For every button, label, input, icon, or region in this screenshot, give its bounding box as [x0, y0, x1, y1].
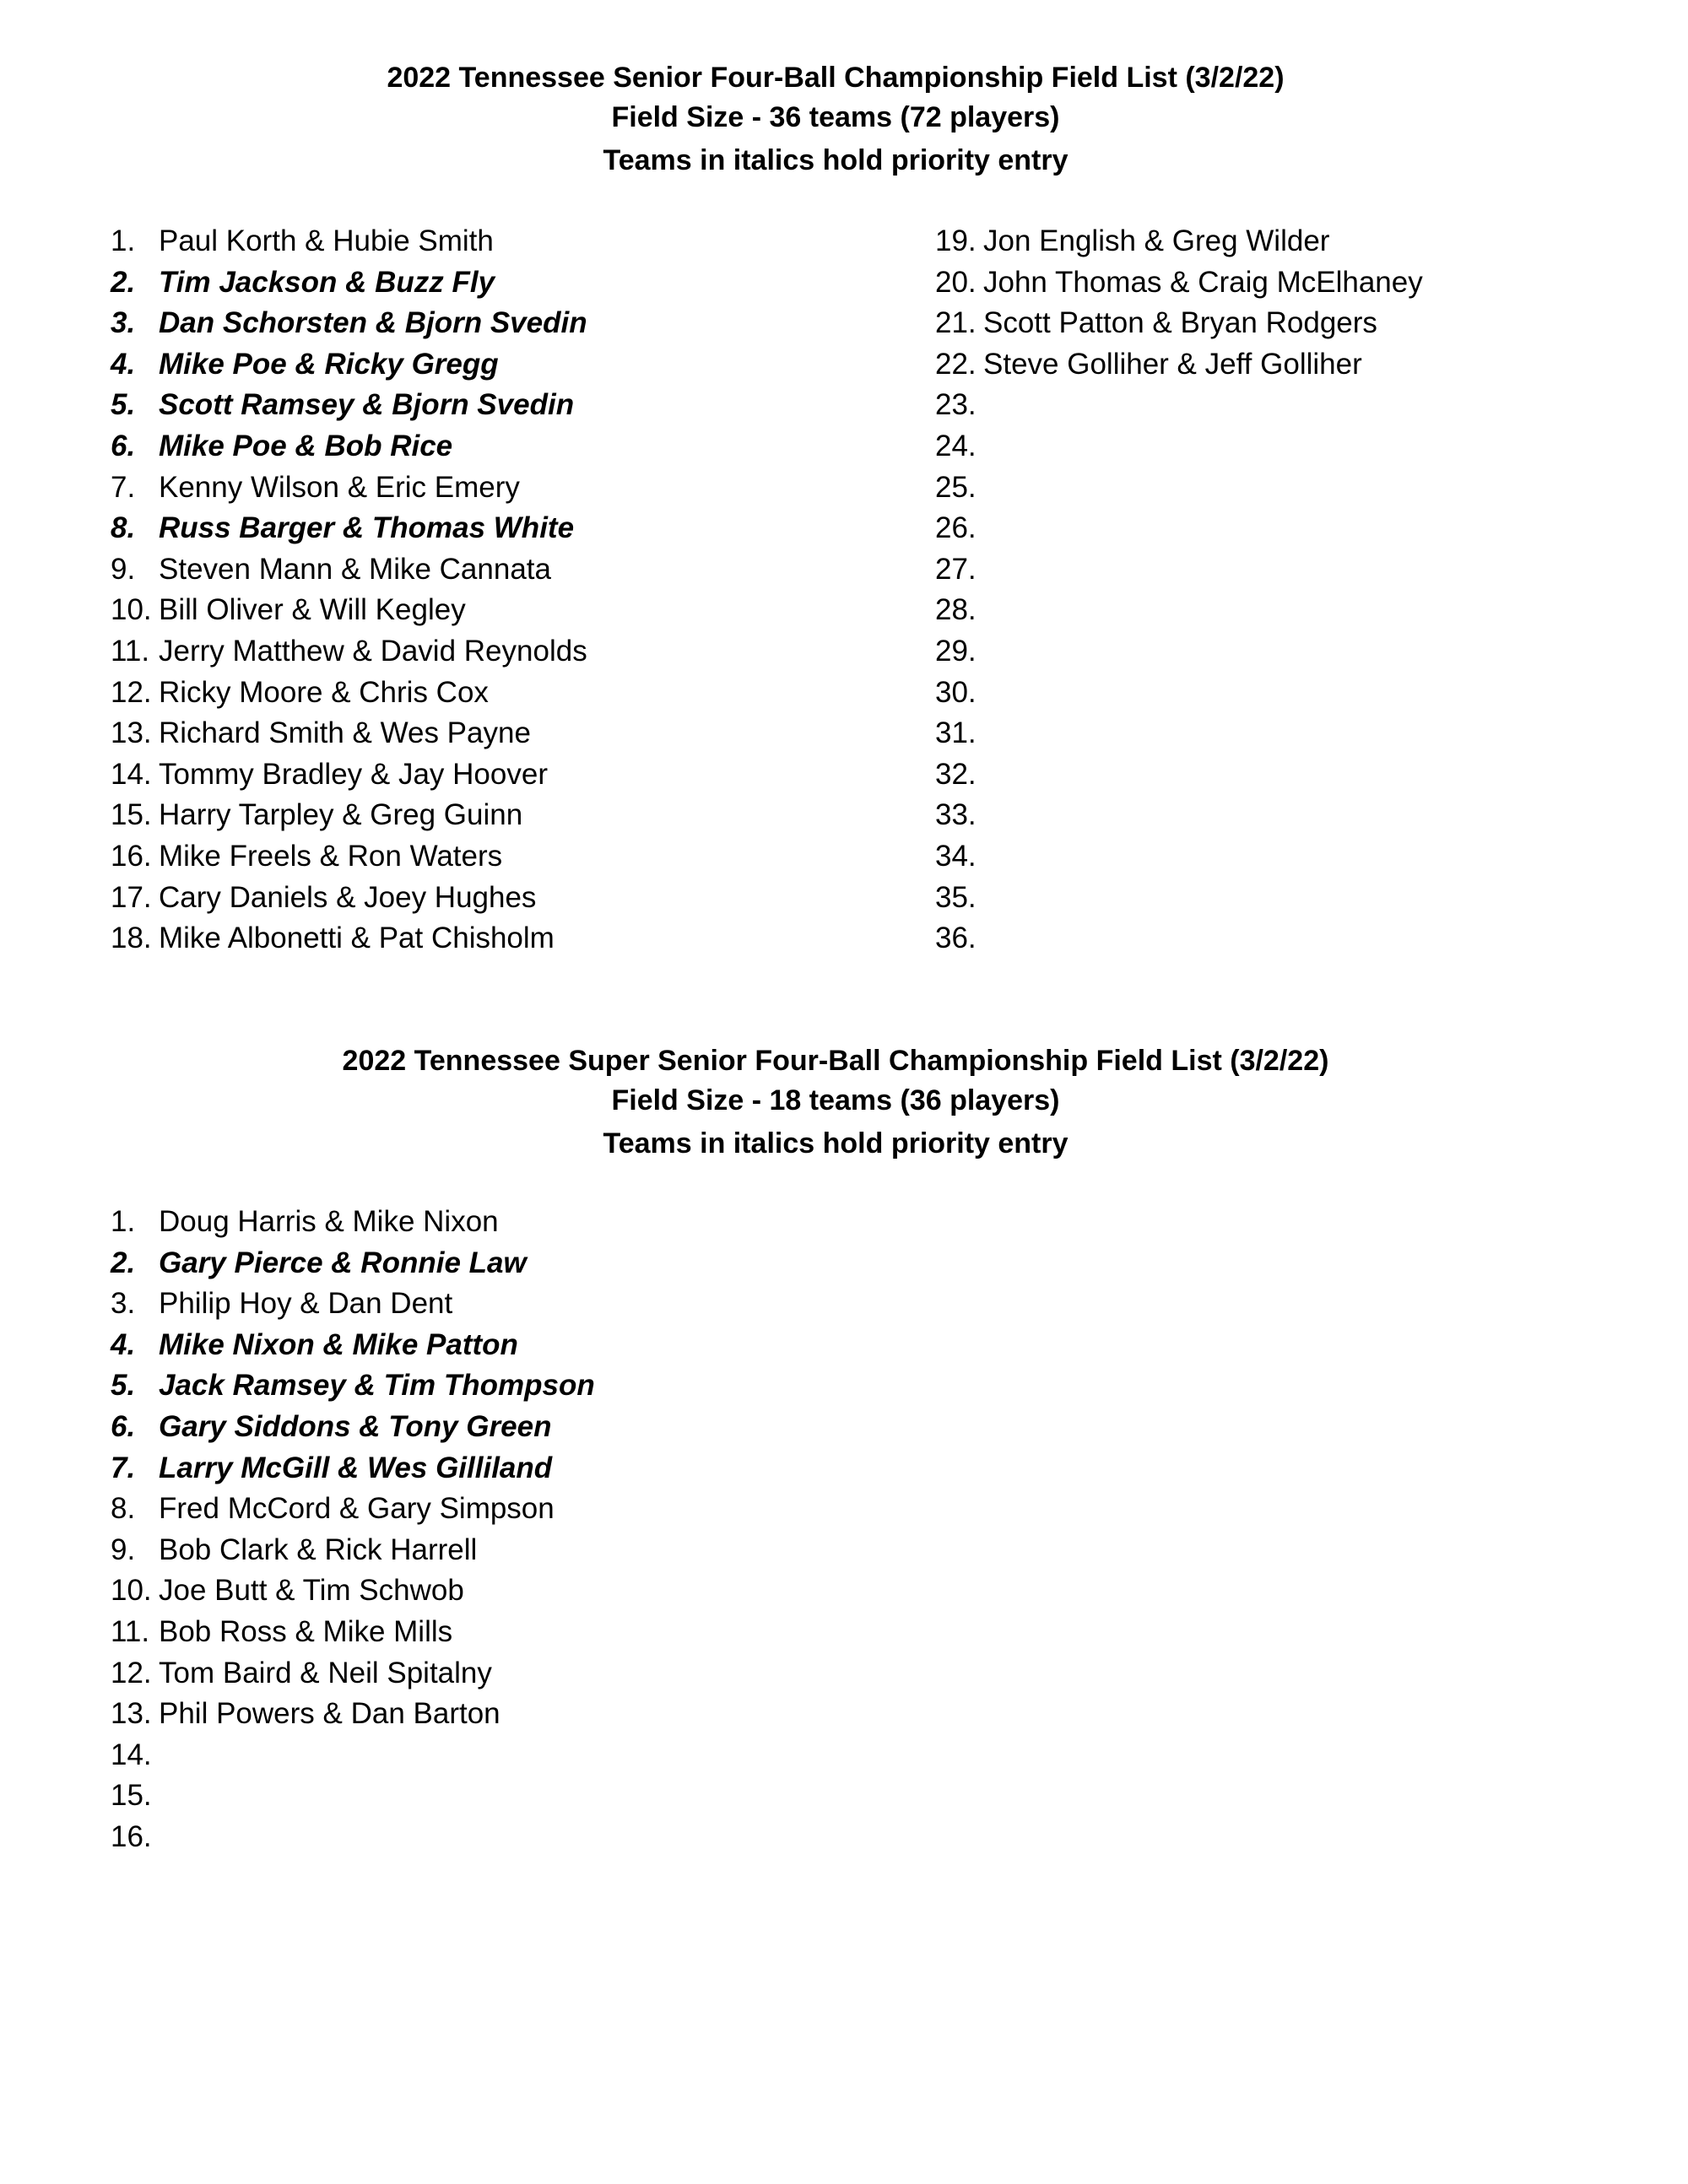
team-number: 27.: [935, 552, 977, 586]
team-names: Jerry Matthew & David Reynolds: [159, 634, 587, 668]
team-names: Scott Ramsey & Bjorn Svedin: [159, 388, 575, 422]
team-number: 36.: [935, 922, 977, 955]
team-names: Philip Hoy & Dan Dent: [159, 1287, 453, 1321]
team-number: 5.: [111, 1369, 136, 1403]
team-number: 8.: [111, 1492, 136, 1526]
team-names: Phil Powers & Dan Barton: [159, 1697, 500, 1731]
team-names: Tim Jackson & Buzz Fly: [159, 265, 495, 299]
team-number: 15.: [111, 798, 152, 832]
team-number: 25.: [935, 470, 977, 504]
team-names: Mike Poe & Ricky Gregg: [159, 347, 499, 381]
team-number: 16.: [111, 1819, 152, 1853]
team-number: 7.: [111, 1451, 136, 1484]
team-names: John Thomas & Craig McElhaney: [983, 265, 1423, 299]
team-number: 24.: [935, 429, 977, 462]
team-number: 3.: [111, 1287, 136, 1321]
team-number: 32.: [935, 757, 977, 791]
team-number: 11.: [111, 634, 150, 668]
team-number: 13.: [111, 1697, 152, 1731]
team-number: 33.: [935, 798, 977, 832]
team-number: 30.: [935, 675, 977, 709]
team-number: 22.: [935, 347, 977, 381]
team-names: Harry Tarpley & Greg Guinn: [159, 798, 523, 832]
team-number: 14.: [111, 757, 152, 791]
team-names: Bill Oliver & Will Kegley: [159, 593, 466, 627]
team-number: 19.: [935, 224, 977, 257]
team-names: Richard Smith & Wes Payne: [159, 716, 531, 750]
priority-note: Teams in italics hold priority entry: [603, 1127, 1069, 1160]
priority-note: Teams in italics hold priority entry: [603, 144, 1069, 176]
team-number: 9.: [111, 1533, 136, 1566]
section-title: 2022 Tennessee Super Senior Four-Ball Championship Field List (3/2/22): [342, 1045, 1329, 1077]
team-number: 11.: [111, 1614, 150, 1648]
team-number: 4.: [111, 1327, 136, 1361]
team-number: 26.: [935, 511, 977, 545]
team-number: 2.: [111, 1246, 136, 1279]
team-names: Tommy Bradley & Jay Hoover: [159, 757, 548, 791]
team-number: 9.: [111, 552, 136, 586]
team-names: Mike Nixon & Mike Patton: [159, 1327, 518, 1361]
team-number: 1.: [111, 1205, 136, 1238]
section-title: 2022 Tennessee Senior Four-Ball Championship Field List (3/2/22): [387, 62, 1285, 94]
team-names: Cary Daniels & Joey Hughes: [159, 880, 537, 914]
team-names: Dan Schorsten & Bjorn Svedin: [159, 306, 587, 340]
team-names: Bob Ross & Mike Mills: [159, 1614, 453, 1648]
team-number: 10.: [111, 593, 152, 627]
team-names: Larry McGill & Wes Gilliland: [159, 1451, 553, 1484]
team-names: Kenny Wilson & Eric Emery: [159, 470, 520, 504]
team-names: Ricky Moore & Chris Cox: [159, 675, 489, 709]
team-names: Jon English & Greg Wilder: [983, 224, 1330, 257]
team-number: 2.: [111, 265, 136, 299]
team-number: 4.: [111, 347, 136, 381]
team-number: 35.: [935, 880, 977, 914]
team-number: 17.: [111, 880, 152, 914]
team-names: Fred McCord & Gary Simpson: [159, 1492, 555, 1526]
team-number: 3.: [111, 306, 136, 340]
team-names: Tom Baird & Neil Spitalny: [159, 1656, 492, 1689]
team-number: 13.: [111, 716, 152, 750]
team-names: Mike Albonetti & Pat Chisholm: [159, 922, 555, 955]
team-names: Steve Golliher & Jeff Golliher: [983, 347, 1362, 381]
team-number: 15.: [111, 1779, 152, 1813]
team-names: Mike Freels & Ron Waters: [159, 839, 503, 873]
team-number: 18.: [111, 922, 152, 955]
team-number: 1.: [111, 224, 136, 257]
team-names: Bob Clark & Rick Harrell: [159, 1533, 478, 1566]
team-names: Gary Pierce & Ronnie Law: [159, 1246, 527, 1279]
team-number: 28.: [935, 593, 977, 627]
field-size: Field Size - 18 teams (36 players): [611, 1084, 1060, 1116]
team-number: 6.: [111, 1409, 136, 1443]
team-number: 20.: [935, 265, 977, 299]
team-number: 31.: [935, 716, 977, 750]
team-number: 5.: [111, 388, 136, 422]
team-number: 12.: [111, 675, 152, 709]
team-names: Paul Korth & Hubie Smith: [159, 224, 494, 257]
team-names: Steven Mann & Mike Cannata: [159, 552, 551, 586]
team-number: 8.: [111, 511, 136, 545]
field-size: Field Size - 36 teams (72 players): [611, 101, 1060, 133]
team-number: 21.: [935, 306, 977, 340]
team-number: 29.: [935, 634, 977, 668]
team-number: 34.: [935, 839, 977, 873]
team-number: 23.: [935, 388, 977, 422]
team-names: Gary Siddons & Tony Green: [159, 1409, 552, 1443]
team-names: Mike Poe & Bob Rice: [159, 429, 453, 462]
team-names: Russ Barger & Thomas White: [159, 511, 575, 545]
team-number: 14.: [111, 1738, 152, 1771]
team-names: Doug Harris & Mike Nixon: [159, 1205, 499, 1238]
team-names: Scott Patton & Bryan Rodgers: [983, 306, 1377, 340]
team-number: 7.: [111, 470, 136, 504]
team-number: 12.: [111, 1656, 152, 1689]
team-names: Joe Butt & Tim Schwob: [159, 1574, 464, 1608]
team-number: 16.: [111, 839, 152, 873]
team-number: 6.: [111, 429, 136, 462]
team-number: 10.: [111, 1574, 152, 1608]
team-names: Jack Ramsey & Tim Thompson: [159, 1369, 595, 1403]
